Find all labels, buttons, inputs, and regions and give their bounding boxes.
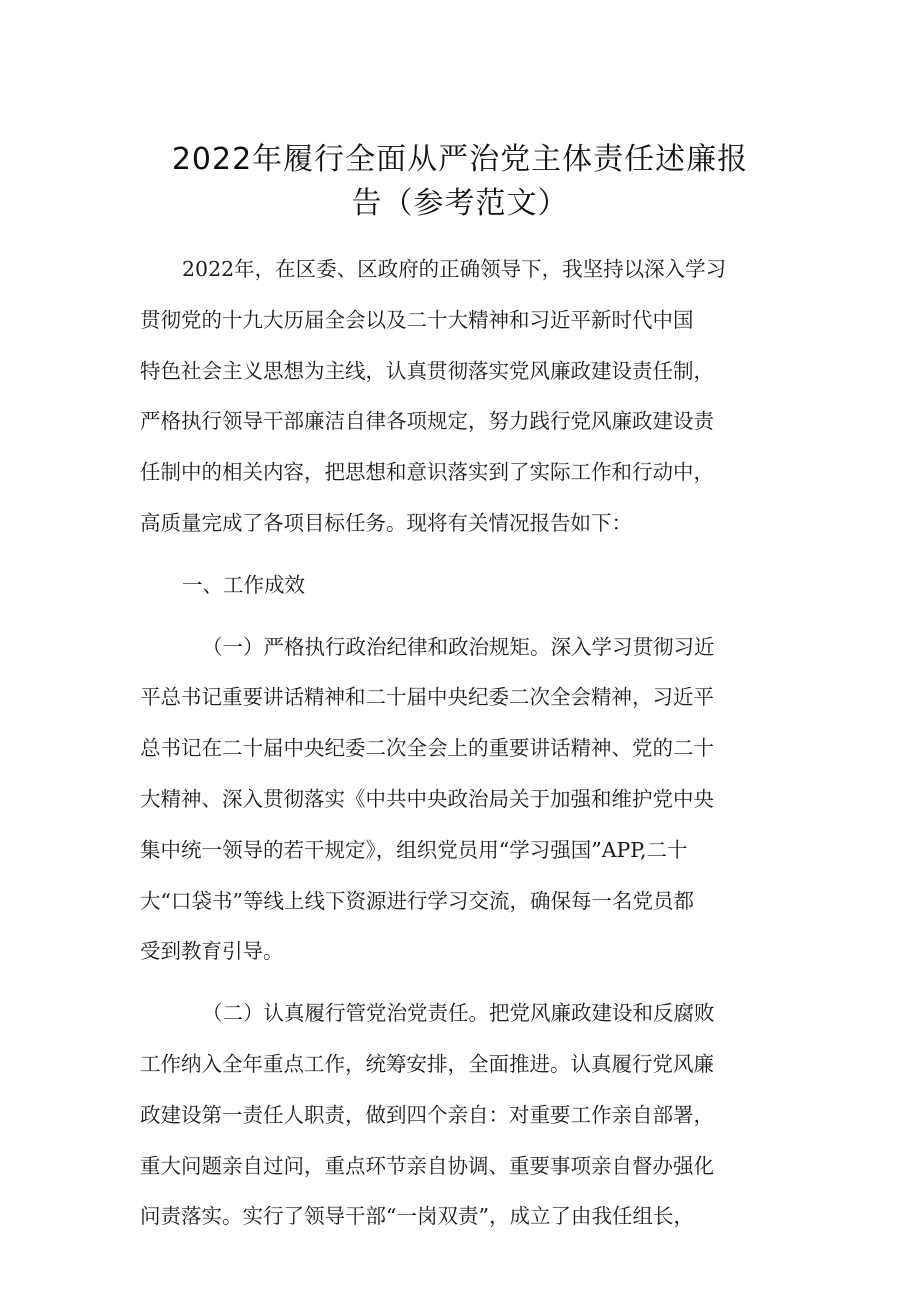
paragraph-intro <box>140 244 796 549</box>
paragraph-line: 任制中的相关内容，把思想和意识落实到了实际工作和行动中， <box>140 460 714 485</box>
title-line-2: 告（参考范文） <box>351 186 569 221</box>
paragraph-line: 2022年，在区委、区政府的正确领导下，我坚持以深入学习 <box>182 257 727 281</box>
section-heading-text: 一、工作成效 <box>182 572 305 597</box>
paragraph-line: 工作纳入全年重点工作，统筹安排，全面推进。认真履行党风廉 <box>140 1051 714 1076</box>
paragraph-line: 特色社会主义思想为主线，认真贯彻落实党风廉政建设责任制， <box>140 358 714 383</box>
paragraph-line: 政建设第一责任人职责，做到四个亲自：对重要工作亲自部署， <box>140 1102 714 1127</box>
paragraph-line: （一）严格执行政治纪律和政治规矩。深入学习贯彻习近 <box>202 634 715 659</box>
title-line-1: 2022年履行全面从严治党主体责任述廉报 <box>171 142 749 177</box>
paragraph-line: 严格执行领导干部廉洁自律各项规定，努力践行党风廉政建设责 <box>140 409 714 434</box>
document-title <box>130 138 790 226</box>
paragraph-line: 集中统一领导的若干规定》，组织党员用“学习强国”APP,二十 <box>140 837 688 862</box>
paragraph-spacer <box>140 977 796 988</box>
paragraph-item-2 <box>140 988 796 1242</box>
document-body <box>140 244 796 1242</box>
paragraph-line: 重大问题亲自过问，重点环节亲自协调、重要事项亲自督办强化 <box>140 1153 714 1178</box>
paragraph-line: 高质量完成了各项目标任务。现将有关情况报告如下： <box>140 510 632 535</box>
section-heading-1 <box>140 560 796 611</box>
paragraph-item-1 <box>140 622 796 978</box>
paragraph-line: 大“口袋书”等线上线下资源进行学习交流，确保每一名党员都 <box>140 888 694 913</box>
paragraph-line: （二）认真履行管党治党责任。把党风廉政建设和反腐败 <box>202 1001 715 1026</box>
paragraph-spacer <box>140 611 796 622</box>
paragraph-line: 总书记在二十届中央纪委二次全会上的重要讲话精神、党的二十 <box>140 736 714 761</box>
paragraph-line: 贯彻党的十九大历届全会以及二十大精神和习近平新时代中国 <box>140 307 694 332</box>
paragraph-line: 大精神、深入贯彻落实《中共中央政治局关于加强和维护党中央 <box>140 786 714 811</box>
paragraph-line: 平总书记重要讲话精神和二十届中央纪委二次全会精神，习近平 <box>140 685 714 710</box>
paragraph-spacer <box>140 549 796 560</box>
paragraph-line: 受到教育引导。 <box>140 939 284 964</box>
paragraph-line: 问责落实。实行了领导干部“一岗双责”，成立了由我任组长， <box>140 1204 694 1229</box>
